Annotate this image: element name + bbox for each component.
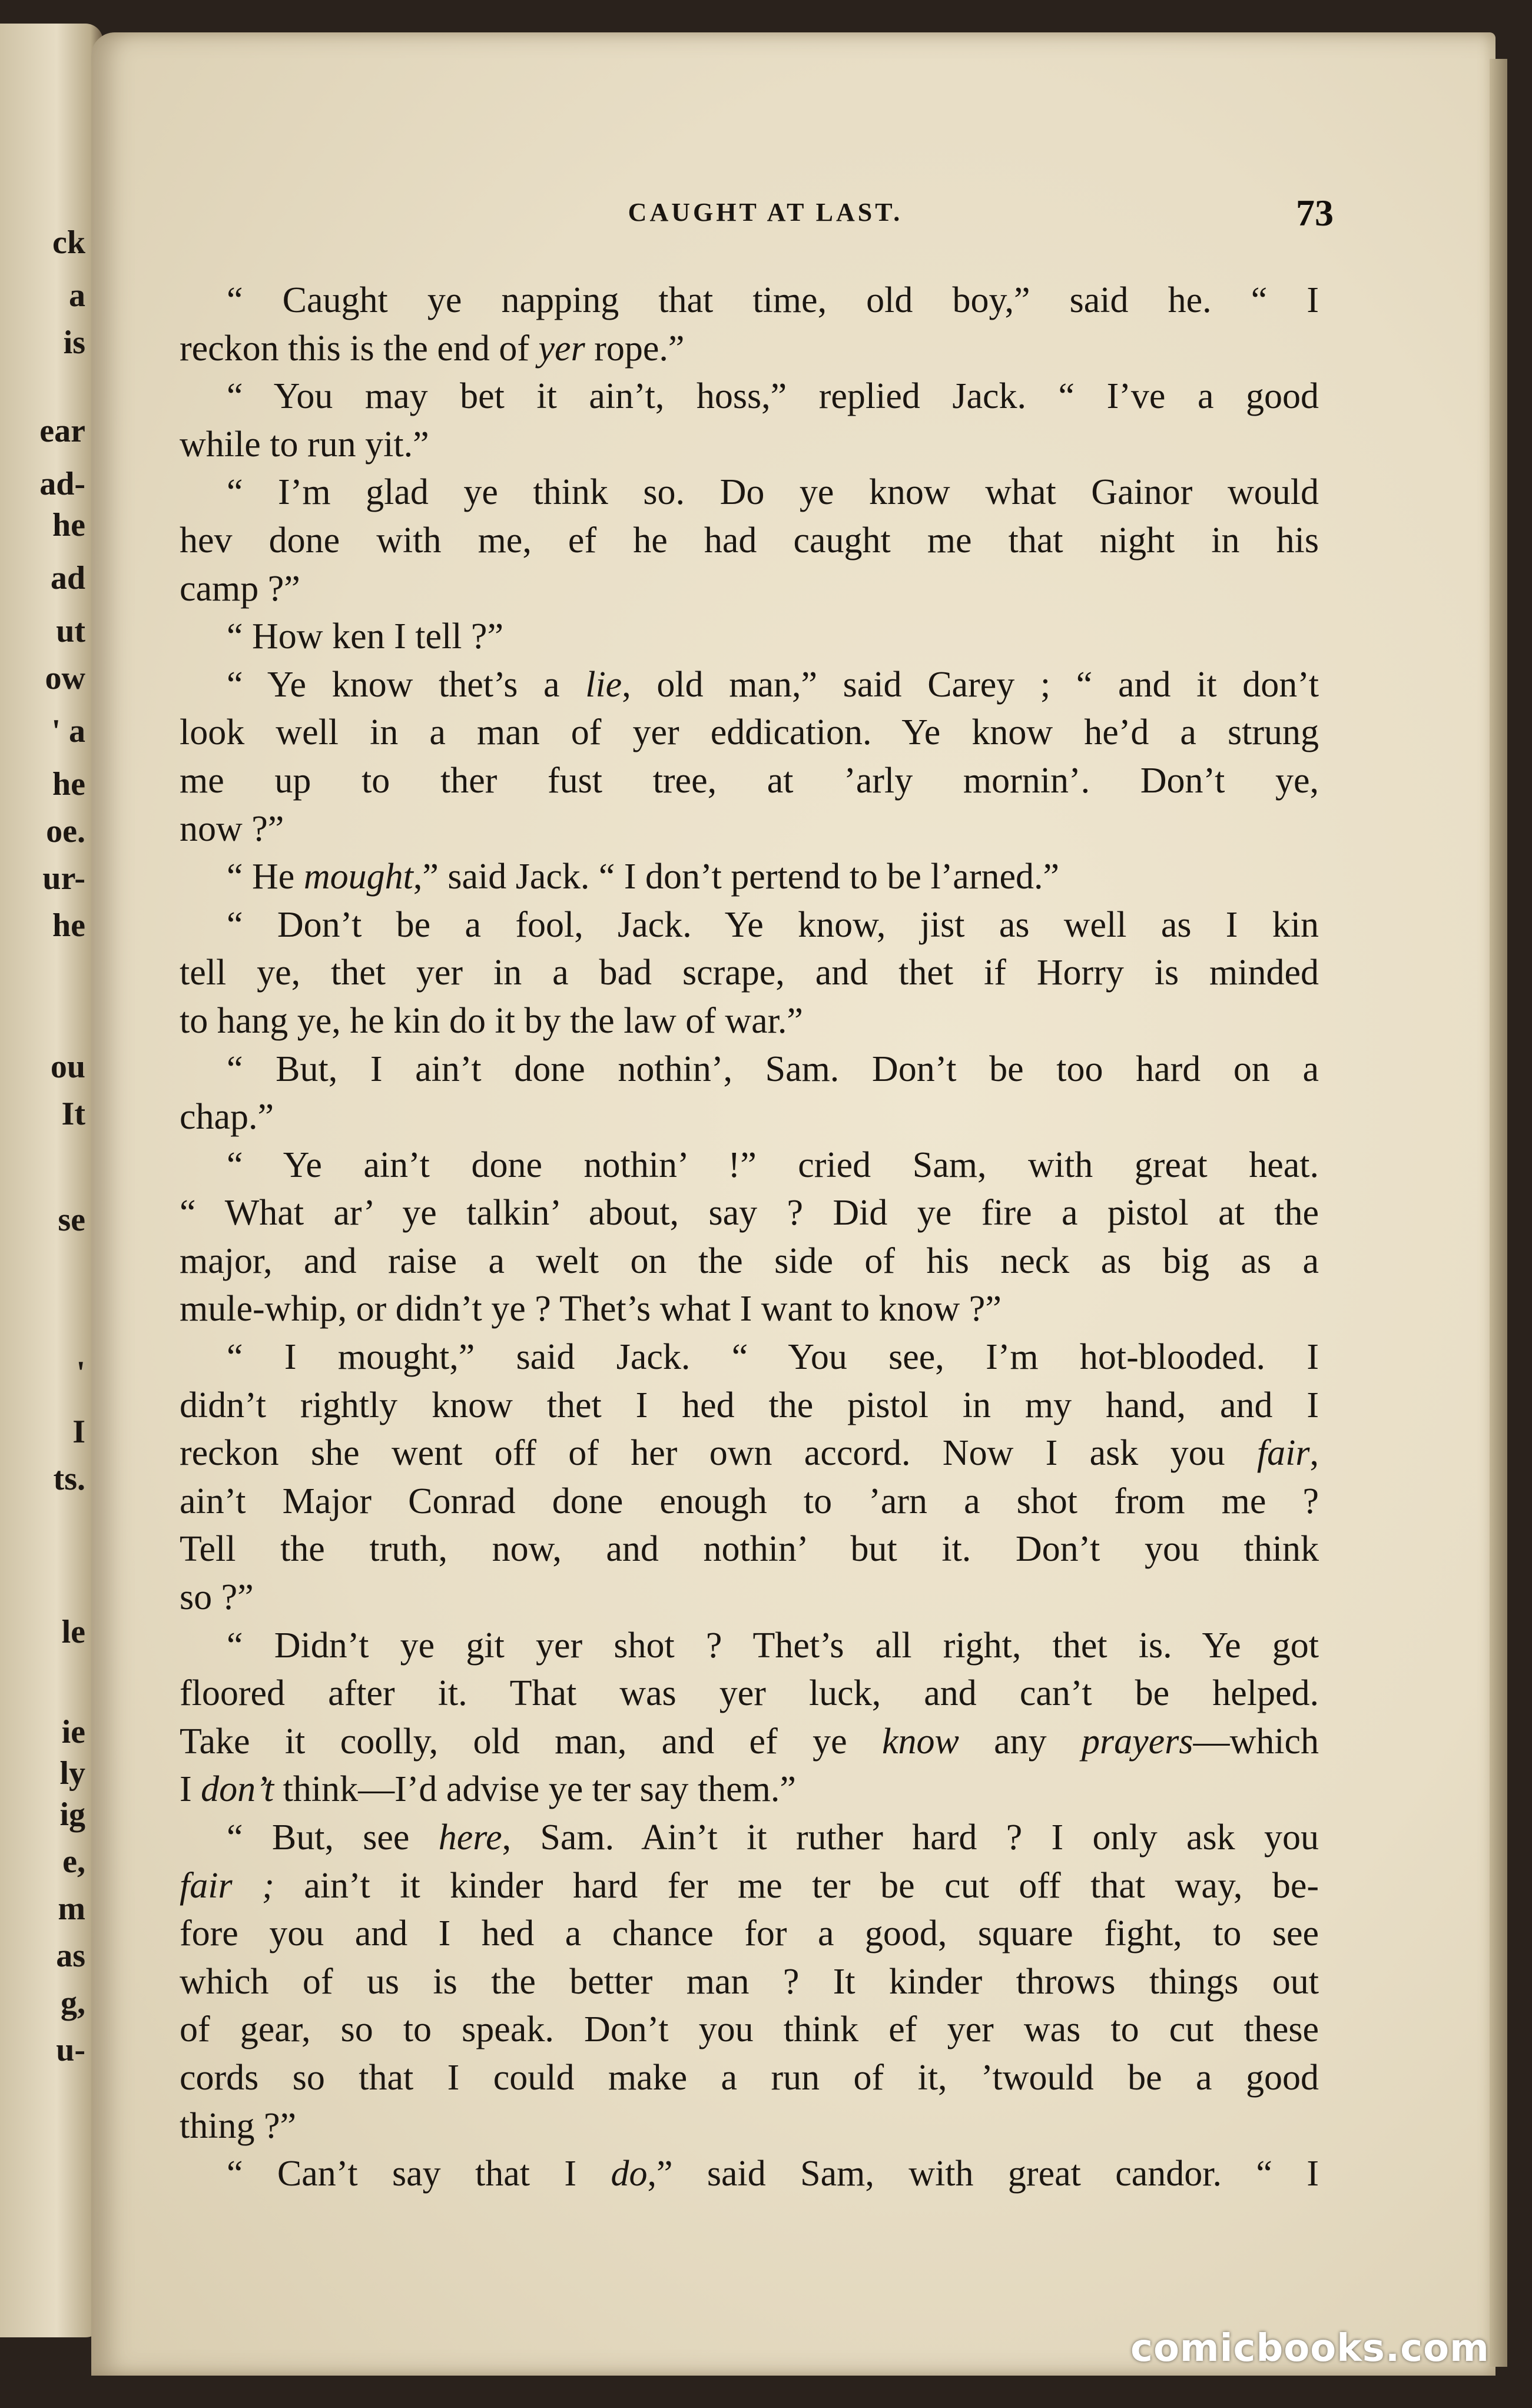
page-stack-edge xyxy=(1490,59,1507,2367)
left-page-text-fragment: ad xyxy=(50,560,85,596)
text-line: Take it coolly, old man, and ef ye know any prayers—which xyxy=(180,1721,1319,1762)
left-page-text-fragment: ad- xyxy=(39,466,85,502)
text-line: to hang ye, he kin do it by the law of war.” xyxy=(180,1000,803,1041)
text-line: “ Don’t be a fool, Jack. Ye know, jist as well as I kin xyxy=(227,904,1319,945)
text-line: “ Ye know thet’s a lie, old man,” said Carey ; “ and it don’t xyxy=(227,664,1319,705)
text-line: major, and raise a welt on the side of his neck as big as a xyxy=(180,1241,1319,1281)
page-number: 73 xyxy=(1296,192,1334,234)
left-page-text-fragment: ie xyxy=(61,1714,85,1750)
left-page-text-fragment: ur- xyxy=(42,860,85,897)
left-page-text-fragment: ' xyxy=(76,1355,85,1391)
text-line: “ I mought,” said Jack. “ You see, I’m hot-blooded. I xyxy=(227,1337,1319,1378)
text-line: mule-whip, or didn’t ye ? Thet’s what I want to know ?” xyxy=(180,1289,1002,1329)
left-page-text-fragment: is xyxy=(63,324,85,361)
text-line: “ Ye ain’t done nothin’ !” cried Sam, with great heat. xyxy=(227,1145,1319,1185)
running-head: CAUGHT AT LAST. xyxy=(628,198,903,227)
left-page-text-fragment: ow xyxy=(45,660,85,696)
left-page-text-fragment: ts. xyxy=(53,1461,85,1497)
text-line: ain’t Major Conrad done enough to ’arn a shot from me ? xyxy=(180,1481,1319,1521)
text-line: hev done with me, ef he had caught me that night in his xyxy=(180,520,1319,560)
text-line: “ He mought,” said Jack. “ I don’t pertend to be l’arned.” xyxy=(227,857,1060,897)
text-line: so ?” xyxy=(180,1577,254,1618)
left-page-text-fragment: a xyxy=(69,277,85,314)
left-page-text-fragment: oe. xyxy=(46,813,85,850)
left-page-text-fragment: ear xyxy=(39,413,85,449)
left-page-text-fragment: he xyxy=(52,766,85,802)
left-page-text-fragment: ly xyxy=(59,1755,85,1792)
text-line: look well in a man of yer eddication. Ye know he’d a strung xyxy=(180,712,1319,753)
text-line: didn’t rightly know thet I hed the pistol in my hand, and I xyxy=(180,1385,1319,1425)
text-line: reckon she went off of her own accord. Now I ask you fair, xyxy=(180,1433,1319,1474)
left-page-text-fragment: se xyxy=(58,1202,85,1238)
left-page-text-fragment: I xyxy=(72,1414,85,1450)
left-page-text-fragment: u- xyxy=(56,2032,85,2068)
left-page-text-fragment: g, xyxy=(61,1985,85,2021)
text-line: which of us is the better man ? It kinder throws things out xyxy=(180,1961,1319,2002)
text-line: I don’t think—I’d advise ye ter say them.” xyxy=(180,1769,796,1810)
text-line: chap.” xyxy=(180,1097,274,1137)
text-line: “ Didn’t ye git yer shot ? Thet’s all right, thet is. Ye got xyxy=(227,1625,1319,1666)
watermark: comicbooks.com xyxy=(1130,2327,1490,2370)
left-page-text-fragment: ig xyxy=(59,1796,85,1833)
left-page-text-fragment: ' a xyxy=(51,713,85,749)
left-page-text-fragment: ck xyxy=(52,224,85,261)
text-line: of gear, so to speak. Don’t you think ef yer was to cut these xyxy=(180,2009,1319,2050)
text-line: fair ; ain’t it kinder hard fer me ter be cut off that way, be- xyxy=(180,1865,1319,1906)
left-page-text-fragment: m xyxy=(58,1890,85,1927)
left-page-text-fragment: he xyxy=(52,907,85,944)
left-page-text-fragment: ou xyxy=(50,1049,85,1085)
text-line: “ What ar’ ye talkin’ about, say ? Did ye fire a pistol at the xyxy=(180,1193,1319,1233)
text-line: “ Caught ye napping that time, old boy,” said he. “ I xyxy=(227,280,1319,320)
text-line: “ But, see here, Sam. Ain’t it ruther hard ? I only ask you xyxy=(227,1817,1319,1858)
text-line: camp ?” xyxy=(180,568,300,609)
text-line: “ You may bet it ain’t, hoss,” replied Jack. “ I’ve a good xyxy=(227,376,1319,417)
left-page-text-fragment: as xyxy=(56,1938,85,1974)
text-line: “ But, I ain’t done nothin’, Sam. Don’t be too hard on a xyxy=(227,1049,1319,1089)
text-line: “ Can’t say that I do,” said Sam, with great candor. “ I xyxy=(227,2154,1319,2194)
left-page-text-fragment: ut xyxy=(56,613,85,649)
left-page-edge xyxy=(0,24,103,2337)
left-page-text-fragment: e, xyxy=(62,1843,85,1880)
text-line: “ How ken I tell ?” xyxy=(227,616,503,657)
body-text xyxy=(180,277,1319,2198)
text-line: while to run yit.” xyxy=(180,424,429,465)
text-line: reckon this is the end of yer rope.” xyxy=(180,328,685,369)
text-line: now ?” xyxy=(180,808,284,849)
text-line: Tell the truth, now, and nothin’ but it. Don’t you think xyxy=(180,1529,1319,1570)
text-line: tell ye, thet yer in a bad scrape, and thet if Horry is minded xyxy=(180,953,1319,993)
text-line: me up to ther fust tree, at ’arly mornin’. Don’t ye, xyxy=(180,760,1319,801)
text-line: “ I’m glad ye think so. Do ye know what Gainor would xyxy=(227,472,1319,513)
text-line: cords so that I could make a run of it, ’twould be a good xyxy=(180,2057,1319,2098)
text-line: fore you and I hed a chance for a good, square fight, to see xyxy=(180,1913,1319,1954)
left-page-text-fragment: It xyxy=(61,1096,85,1132)
left-page-text-fragment: le xyxy=(61,1614,85,1650)
left-page-text-fragment: he xyxy=(52,507,85,543)
text-line: thing ?” xyxy=(180,2105,296,2146)
text-line: floored after it. That was yer luck, and can’t be helped. xyxy=(180,1673,1319,1714)
